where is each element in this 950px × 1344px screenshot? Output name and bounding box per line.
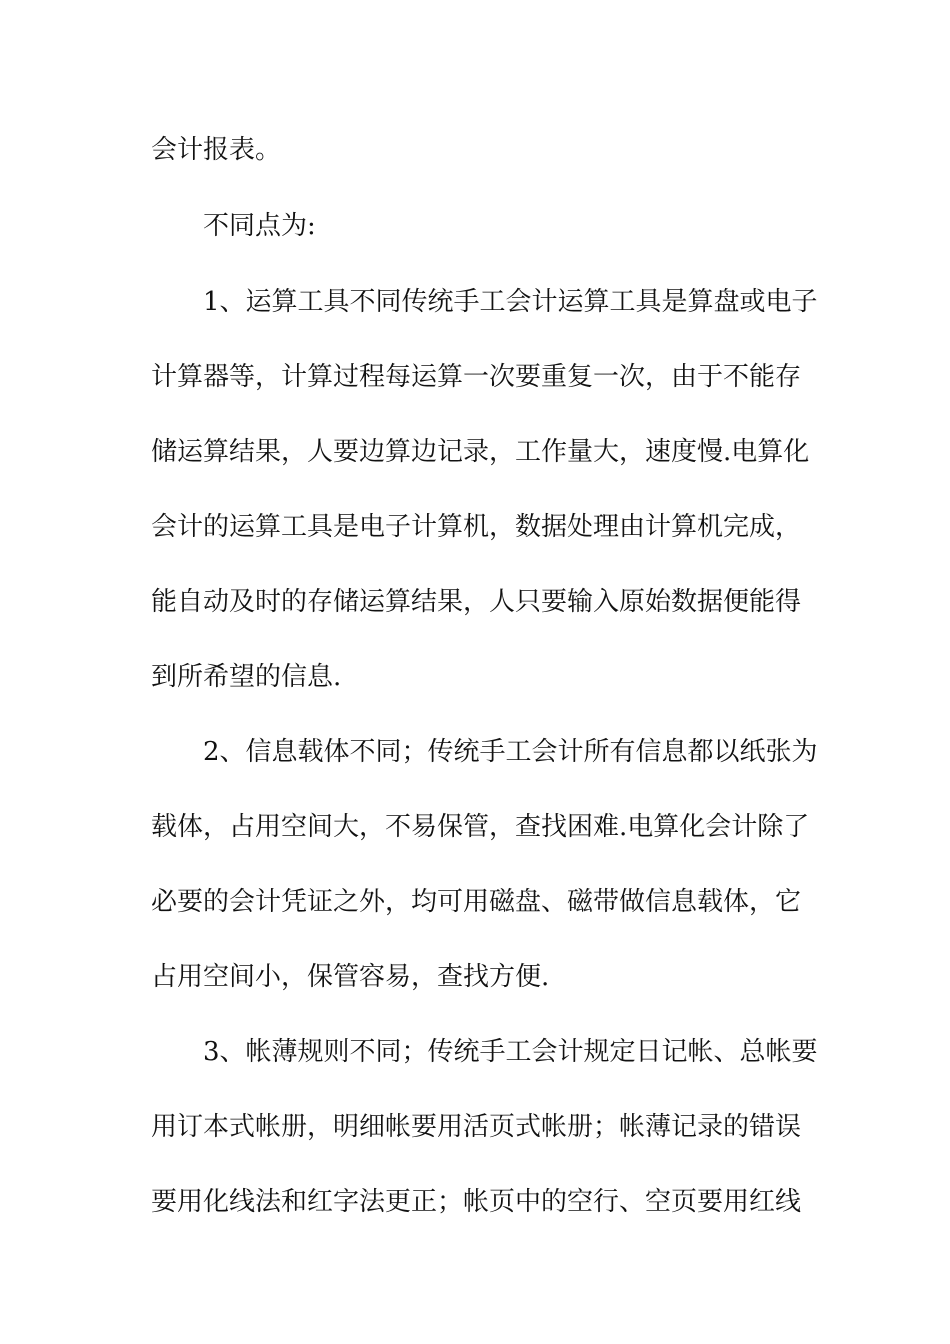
text-line: 3、帐薄规则不同；传统手工会计规定日记帐、总帐要: [203, 1037, 818, 1067]
text-line: 会计报表。: [151, 135, 282, 165]
text-line: 载体，占用空间大，不易保管，查找困难.电算化会计除了: [151, 812, 810, 842]
text-line: 1、运算工具不同传统手工会计运算工具是算盘或电子: [203, 287, 818, 317]
text-line: 储运算结果，人要边算边记录，工作量大，速度慢.电算化: [151, 437, 810, 467]
text-line: 要用化线法和红字法更正；帐页中的空行、空页要用红线: [151, 1187, 802, 1217]
text-line: 能自动及时的存储运算结果，人只要输入原始数据便能得: [151, 587, 802, 617]
text-line: 计算器等，计算过程每运算一次要重复一次，由于不能存: [151, 362, 802, 392]
text-line: 占用空间小，保管容易，查找方便.: [151, 962, 550, 992]
text-line: 不同点为:: [203, 211, 316, 241]
text-line: 到所希望的信息.: [151, 662, 342, 692]
text-line: 必要的会计凭证之外，均可用磁盘、磁带做信息载体，它: [151, 887, 802, 917]
text-line: 用订本式帐册，明细帐要用活页式帐册；帐薄记录的错误: [151, 1112, 802, 1142]
text-line: 2、信息载体不同；传统手工会计所有信息都以纸张为: [203, 737, 818, 767]
text-line: 会计的运算工具是电子计算机，数据处理由计算机完成，: [151, 512, 802, 542]
